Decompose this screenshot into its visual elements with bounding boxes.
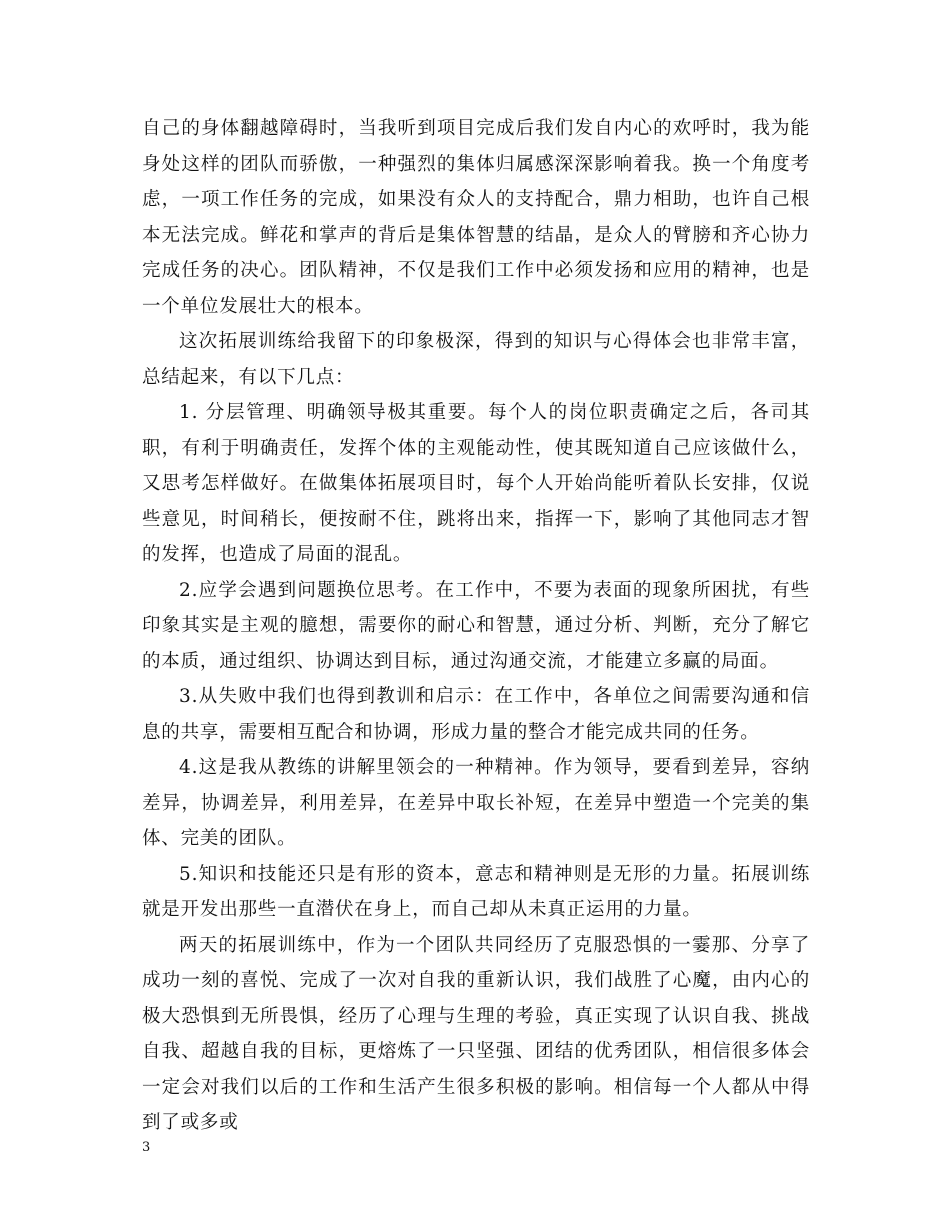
paragraph-point-5: 5.知识和技能还只是有形的资本，意志和精神则是无形的力量。拓展训练就是开发出那些一直潜伏在身上，而自己却从未真正运用的力量。	[142, 863, 810, 920]
body-text	[142, 111, 810, 1141]
paragraph-point-2: 2.应学会遇到问题换位思考。在工作中，不要为表面的现象所困扰，有些印象其实是主观的臆想，需要你的耐心和智慧，通过分析、判断，充分了解它的本质，通过组织、协调达到目标，通过沟通交流，才能建立多赢的局面。	[142, 579, 810, 672]
paragraph-point-3: 3.从失败中我们也得到教训和启示：在工作中，各单位之间需要沟通和信息的共享，需要相互配合和协调，形成力量的整合才能完成共同的任务。	[142, 686, 810, 743]
paragraph-point-4: 4.这是我从教练的讲解里领会的一种精神。作为领导，要看到差异，容纳差异，协调差异，利用差异，在差异中取长补短，在差异中塑造一个完美的集体、完美的团队。	[142, 757, 810, 849]
page-number: 3	[142, 1140, 151, 1155]
paragraph-summary-intro: 这次拓展训练给我留下的印象极深，得到的知识与心得体会也非常丰富，总结起来，有以下几点：	[142, 331, 810, 388]
paragraph-point-1: 1. 分层管理、明确领导极其重要。每个人的岗位职责确定之后，各司其职，有利于明确责任，发挥个体的主观能动性，使其既知道自己应该做什么，又思考怎样做好。在做集体拓展项目时，每个人开始尚能听着队长安排，仅说些意见，时间稍长，便按耐不住，跳将出来，指挥一下，影响了其他同志才智的发挥，也造成了局面的混乱。	[142, 402, 810, 565]
paragraph-continuation: 自己的身体翻越障碍时，当我听到项目完成后我们发自内心的欢呼时，我为能身处这样的团队而骄傲，一种强烈的集体归属感深深影响着我。换一个角度考虑，一项工作任务的完成，如果没有众人的支持配合，鼎力相助，也许自己根本无法完成。鲜花和掌声的背后是集体智慧的结晶，是众人的臂膀和齐心协力完成任务的决心。团队精神，不仅是我们工作中必须发扬和应用的精神，也是一个单位发展壮大的根本。	[142, 118, 810, 317]
paragraph-conclusion: 两天的拓展训练中，作为一个团队共同经历了克服恐惧的一霎那、分享了成功一刻的喜悦、完成了一次对自我的重新认识，我们战胜了心魔，由内心的极大恐惧到无所畏惧，经历了心理与生理的考验，真正实现了认识自我、挑战自我、超越自我的目标，更熔炼了一只坚强、团结的优秀团队，相信很多体会一定会对我们以后的工作和生活产生很多积极的影响。相信每一个人都从中得到了或多或	[142, 934, 810, 1133]
